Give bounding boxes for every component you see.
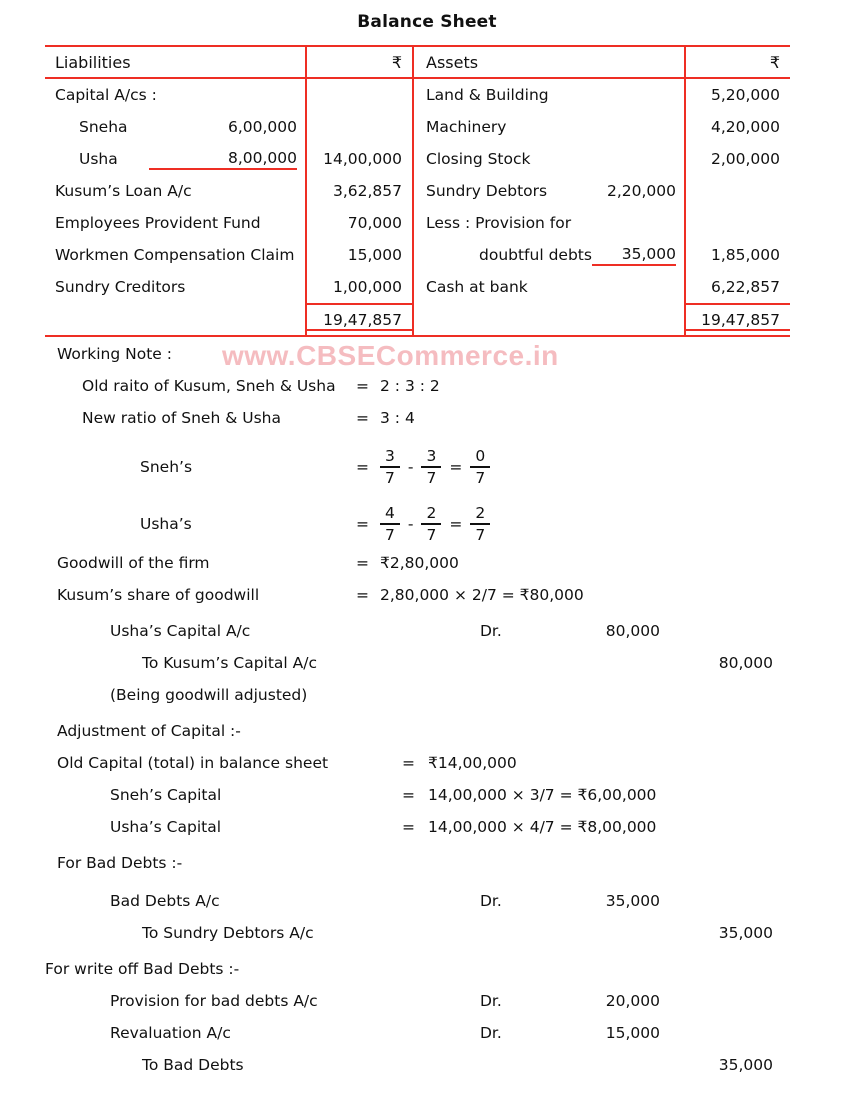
asset-row-label: Land & Building [412, 79, 684, 111]
journal-narration-line: (Being goodwill adjusted) [110, 686, 308, 704]
old-capital-line: Old Capital (total) in balance sheet = ₹14,00,000 [57, 754, 517, 772]
empty-cell [305, 111, 412, 143]
fraction-expression [380, 438, 490, 496]
asset-row-label: Machinery [412, 111, 684, 143]
equals-sign: = [402, 818, 415, 836]
asset-row-label: Less : Provision for [412, 207, 684, 239]
usha-gain-calculation: Usha’s = $\frac{4}{7}$ - $\frac{2}{7}$ = $\frac{2}{7}$ [0, 495, 854, 553]
asset-amount: 1,85,000 [684, 239, 790, 271]
balance-sheet-table [45, 45, 790, 337]
minus-sign: - [407, 515, 414, 533]
asset-row-label: Sundry Debtors 2,20,000 [412, 175, 684, 207]
equals-sign: = [449, 515, 463, 533]
page-title: Balance Sheet [357, 12, 497, 32]
equals-sign: = [449, 458, 463, 476]
journal-credit-line: To Bad Debts 35,000 [142, 1056, 773, 1074]
kusum-share-line: Kusum’s share of goodwill = 2,80,000 × 2/7 = ₹80,000 [57, 586, 584, 604]
assets-header-label: Assets [426, 52, 479, 72]
equals-sign: = [356, 515, 369, 533]
asset-amount: 5,20,000 [684, 79, 790, 111]
dr-abbreviation: Dr. [480, 892, 502, 910]
dr-abbreviation: Dr. [480, 1024, 502, 1042]
goodwill-line: Goodwill of the firm = ₹2,80,000 [57, 554, 459, 572]
partner-capital-amount-underlined: 8,00,000 [149, 149, 297, 170]
empty-cell [305, 79, 412, 111]
liabilities-total: 19,47,857 [305, 303, 412, 335]
asset-amount: 4,20,000 [684, 111, 790, 143]
liabilities-column-header [45, 47, 305, 79]
debit-amount: 80,000 [605, 622, 660, 640]
asset-row-label: Cash at bank [412, 271, 684, 303]
credit-amount: 35,000 [718, 1056, 773, 1074]
equals-sign: = [356, 458, 369, 476]
assets-total: 19,47,857 [684, 303, 790, 335]
liability-row-label: Workmen Compensation Claim [55, 246, 295, 264]
old-ratio-line: Old raito of Kusum, Sneh & Usha = 2 : 3 : 2 [82, 377, 440, 395]
journal-debit-line: Bad Debts A/c Dr. 35,000 [110, 892, 660, 910]
empty-cell [684, 175, 790, 207]
fraction: $\frac{3}{7}$ [421, 446, 441, 488]
liability-row-label: Usha 8,00,000 [79, 148, 297, 168]
working-note-heading: Working Note : [57, 345, 172, 363]
credit-amount: 80,000 [718, 654, 773, 672]
adjustment-heading-line: Adjustment of Capital :- [57, 722, 241, 740]
rupee-symbol: ₹ [391, 52, 402, 72]
liability-amount: 1,00,000 [305, 271, 412, 303]
credit-amount: 35,000 [718, 924, 773, 942]
rupee-symbol: ₹ [769, 52, 780, 72]
liability-amount: 70,000 [305, 207, 412, 239]
bad-debts-heading-line: For Bad Debts :- [57, 854, 183, 872]
new-ratio-line: New ratio of Sneh & Usha = 3 : 4 [82, 409, 415, 427]
liabilities-header-label: Liabilities [55, 52, 131, 72]
asset-amount: 2,00,000 [684, 143, 790, 175]
assets-amount-header [684, 47, 790, 79]
partner-capital-amount: 6,00,000 [227, 118, 297, 136]
fraction: $\frac{4}{7}$ [380, 503, 400, 545]
fraction: $\frac{0}{7}$ [470, 446, 490, 488]
dr-abbreviation: Dr. [480, 992, 502, 1010]
fraction-expression [380, 495, 490, 553]
journal-credit-line: To Kusum’s Capital A/c 80,000 [142, 654, 773, 672]
debit-amount: 35,000 [605, 892, 660, 910]
asset-row-label: Closing Stock [412, 143, 684, 175]
usha-capital-line: Usha’s Capital = 14,00,000 × 4/7 = ₹8,00,000 [110, 818, 657, 836]
journal-debit-line: Usha’s Capital A/c Dr. 80,000 [110, 622, 660, 640]
minus-sign: - [407, 458, 414, 476]
sneh-capital-line: Sneh’s Capital = 14,00,000 × 3/7 = ₹6,00,000 [110, 786, 657, 804]
liability-row-label: Sneha 6,00,000 [79, 118, 297, 136]
journal-credit-line: To Sundry Debtors A/c 35,000 [142, 924, 773, 942]
asset-amount: 6,22,857 [684, 271, 790, 303]
empty-cell [684, 207, 790, 239]
liability-amount: 14,00,000 [305, 143, 412, 175]
liability-row-label: Capital A/cs : [55, 86, 157, 104]
equals-sign: = [356, 409, 369, 427]
fraction: $\frac{2}{7}$ [421, 503, 441, 545]
journal-debit-line: Revaluation A/c Dr. 15,000 [110, 1024, 660, 1042]
asset-row-label: doubtful debts 35,000 [412, 239, 684, 271]
assets-column-header [412, 47, 684, 79]
write-off-heading-line: For write off Bad Debts :- [45, 960, 240, 978]
fraction: $\frac{2}{7}$ [470, 503, 490, 545]
working-note-heading-line [0, 343, 854, 365]
sundry-debtors-gross-amount: 2,20,000 [606, 182, 676, 200]
liability-amount: 15,000 [305, 239, 412, 271]
equals-sign: = [356, 554, 369, 572]
journal-debit-line: Provision for bad debts A/c Dr. 20,000 [110, 992, 660, 1010]
equals-sign: = [402, 754, 415, 772]
empty-cell [412, 303, 684, 335]
fraction: $\frac{3}{7}$ [380, 446, 400, 488]
equals-sign: = [356, 586, 369, 604]
sneh-sacrifice-calculation: Sneh’s = $\frac{3}{7}$ - $\frac{3}{7}$ = $\frac{0}{7}$ [0, 438, 854, 496]
liability-amount: 3,62,857 [305, 175, 412, 207]
dr-abbreviation: Dr. [480, 622, 502, 640]
equals-sign: = [356, 377, 369, 395]
site-watermark: www.CBSECommerce.in [222, 340, 559, 371]
debit-amount: 15,000 [605, 1024, 660, 1042]
provision-amount-underlined: 35,000 [592, 245, 676, 266]
liability-row-label: Kusum’s Loan A/c [55, 182, 192, 200]
debit-amount: 20,000 [605, 992, 660, 1010]
liabilities-amount-header [305, 47, 412, 79]
liability-row-label: Employees Provident Fund [55, 214, 261, 232]
equals-sign: = [402, 786, 415, 804]
empty-cell [45, 303, 305, 335]
liability-row-label: Sundry Creditors [55, 278, 186, 296]
